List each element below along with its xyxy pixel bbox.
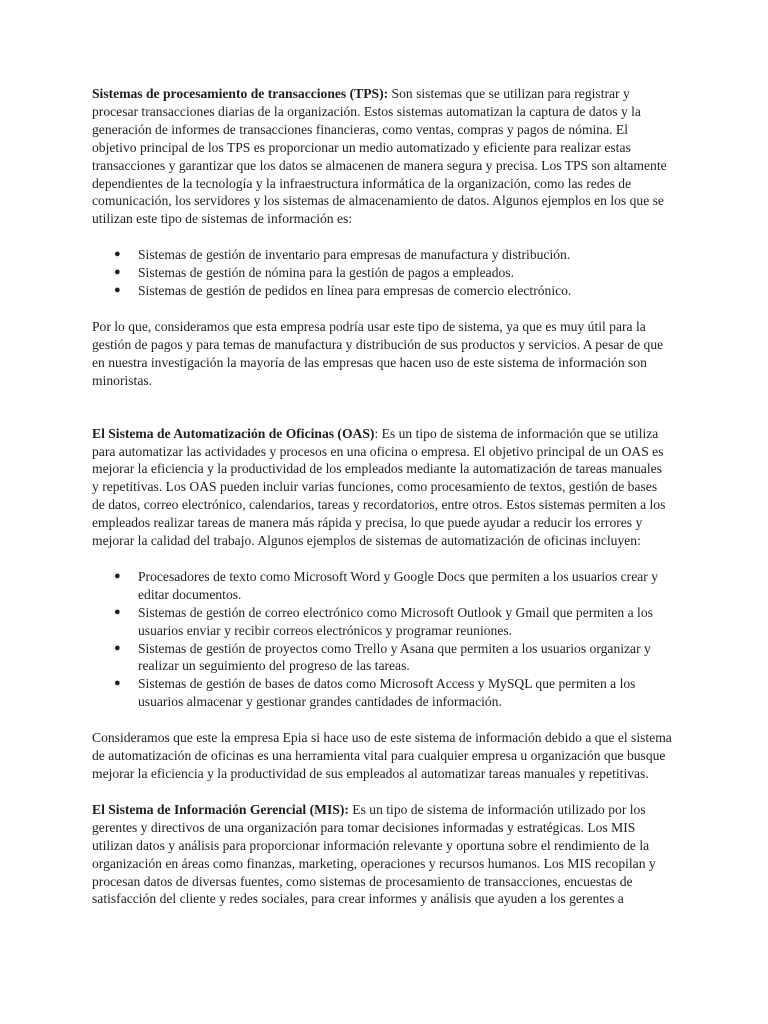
bullet-icon: ● <box>114 248 121 261</box>
bullet-icon: ● <box>114 677 121 690</box>
bullet-icon: ● <box>114 641 121 654</box>
mis-body: Es un tipo de sistema de información utilizado por los gerentes y directivos de una organización para tomar decisiones informadas y estratégicas. Los MIS utilizan datos y análisis para proporcionar información relevante y oportuna sobre el rendimiento de la organización en áreas como finanzas, marketing, operaciones y recursos humanos. Los MIS recopilan y procesan datos de diversas fuentes, como sistemas de procesamiento de transacciones, encuestas de satisfacción del cliente y redes sociales, para crear informes y análisis que ayuden a los gerentes a <box>92 801 656 907</box>
list-item: ● Sistemas de gestión de bases de datos como Microsoft Access y MySQL que permiten a los usuarios almacenar y gestionar grandes cantidades de información. <box>114 676 636 710</box>
oas-body: : Es un tipo de sistema de información que se utiliza para automatizar las actividades y procesos en una oficina o empresa. El objetivo principal de un OAS es mejorar la eficiencia y la productividad de los empleados mediante la automatización de tareas manuales y repetitivas. Los OAS pueden incluir varias funciones, como procesamiento de textos, gestión de bases de datos, correo electrónico, calendarios, tareas y recordatorios, entre otros. Estos sistemas permiten a los empleados realizar tareas de manera más rápida y precisa, lo que puede ayudar a reducir los errores y mejorar la calidad del trabajo. Algunos ejemplos de sistemas de automatización de oficinas incluyen: <box>92 425 666 549</box>
tps-heading: Sistemas de procesamiento de transacciones (TPS): <box>92 86 389 101</box>
bullet-icon: ● <box>114 284 121 297</box>
list-item: ● Sistemas de gestión de correo electrónico como Microsoft Outlook y Gmail que permiten a los usuarios enviar y recibir correos electrónicos y programar reuniones. <box>114 604 653 638</box>
list-item: ● Sistemas de gestión de inventario para empresas de manufactura y distribución. <box>114 247 571 263</box>
oas-paragraph <box>92 425 672 550</box>
bullet-icon: ● <box>114 569 121 582</box>
bullet-icon: ● <box>114 266 121 279</box>
tps-conclusion: Por lo que, consideramos que esta empresa podría usar este tipo de sistema, ya que es muy útil para la gestión de pagos y para temas de manufactura y distribución de sus productos y servicios. A pesar de que en nuestra investigación la mayoría de las empresas que hacen uso de este sistema de información son minoristas. <box>92 318 664 388</box>
document-page <box>92 85 672 908</box>
oas-heading: El Sistema de Automatización de Oficinas (OAS) <box>92 425 375 441</box>
tps-body: Son sistemas que se utilizan para registrar y procesar transacciones diarias de la organización. Estos sistemas automatizan la captura de datos y la generación de informes de transacciones financieras, como ventas, compras y pagos de nómina. El objetivo principal de los TPS es proporcionar un medio automatizado y eficiente para realizar estas transacciones y garantizar que los datos se almacenen de manera segura y precisa. Los TPS son altamente dependientes de la tecnología y la infraestructura informática de la organización, como las redes de comunicación, los servidores y los sistemas de almacenamiento de datos. Algunos ejemplos en los que se utilizan este tipo de sistemas de información es: <box>92 86 667 227</box>
tps-examples-list <box>92 246 672 300</box>
list-item: ● Procesadores de texto como Microsoft Word y Google Docs que permiten a los usuarios crear y editar documentos. <box>114 568 658 602</box>
list-item: ● Sistemas de gestión de proyectos como Trello y Asana que permiten a los usuarios organizar y realizar un seguimiento del progreso de las tareas. <box>114 640 651 674</box>
oas-examples-list <box>92 568 672 711</box>
bullet-icon: ● <box>114 605 121 618</box>
mis-heading: El Sistema de Información Gerencial (MIS): <box>92 801 349 817</box>
list-item: ● Sistemas de gestión de nómina para la gestión de pagos a empleados. <box>114 265 514 281</box>
oas-conclusion: Consideramos que este la empresa Epia si hace uso de este sistema de información debido a que el sistema de automatización de oficinas es una herramienta vital para cualquier empresa u organización que busque mejorar la eficiencia y la productividad de sus empleados al automatizar tareas manuales y repetitivas. <box>92 730 672 781</box>
tps-paragraph <box>92 85 672 228</box>
list-item: ● Sistemas de gestión de pedidos en línea para empresas de comercio electrónico. <box>114 283 572 299</box>
mis-paragraph <box>92 801 672 908</box>
